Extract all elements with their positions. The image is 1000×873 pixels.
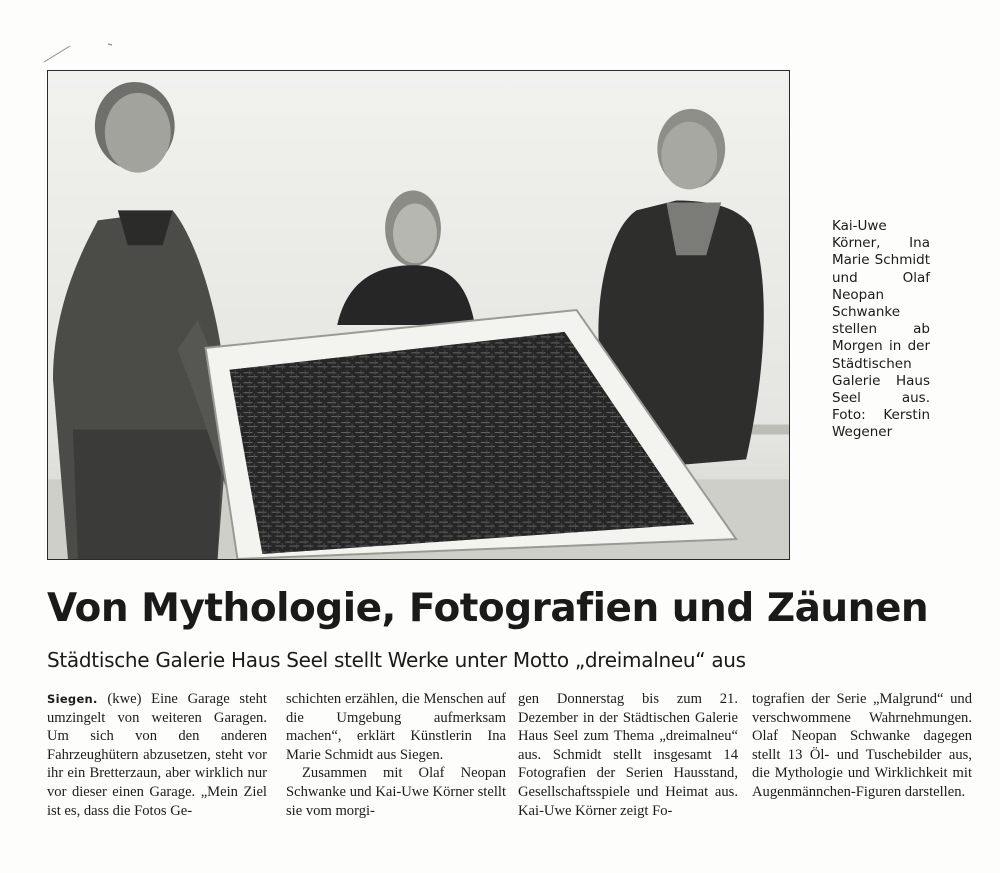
article-headline: Von Mythologie, Fotografien und Zäunen: [47, 586, 929, 631]
column-text: tografien der Serie „Malgrund“ und verschwommene Wahrnehmungen. Olaf Neopan Schwanke dagegen stellt 13 Öl- und Tuschebilder aus, die Mythologie und Wirklichkeit mit Augenmännchen-Figuren darstellen.: [752, 691, 972, 800]
article-column-3: [518, 690, 738, 820]
photo-caption: Kai-Uwe Körner, Ina Marie Schmidt und Olaf Neopan Schwanke stellen ab Morgen in der Städtischen Galerie Haus Seel aus. Foto: Kerstin Wegener: [832, 218, 930, 441]
article-column-1: [47, 690, 267, 820]
photo-illustration: [48, 71, 789, 559]
article-column-2: [286, 690, 506, 820]
column-text: schichten erzählen, die Menschen auf die Umgebung aufmerksam machen“, erklärt Künstlerin Ina Marie Schmidt aus Siegen.: [286, 691, 506, 763]
dateline: Siegen.: [47, 692, 98, 706]
article-photo: [47, 70, 790, 560]
scan-mark: [40, 38, 120, 68]
column-text: (kwe) Eine Garage steht umzingelt von weiteren Garagen. Um sich von den anderen Fahrzeughütern abzusetzen, steht vor ihr ein Bretterzaun, aber wirklich nur vor dieser einen Garage. „Mein Ziel ist es, dass die Fotos Ge-: [47, 691, 267, 819]
article-subheadline: Städtische Galerie Haus Seel stellt Werke unter Motto „dreimalneu“ aus: [47, 648, 746, 672]
column-text: gen Donnerstag bis zum 21. Dezember in der Städtischen Galerie Haus Seel zum Thema „dreimalneu“ aus. Schmidt stellt insgesamt 14 Fotografien der Serien Hausstand, Gesellschaftsspiele und Heimat aus. Kai-Uwe Körner zeigt Fo-: [518, 691, 738, 819]
article-column-4: [752, 690, 972, 802]
column-text: Zusammen mit Olaf Neopan Schwanke und Kai-Uwe Körner stellt sie vom morgi-: [286, 765, 506, 819]
